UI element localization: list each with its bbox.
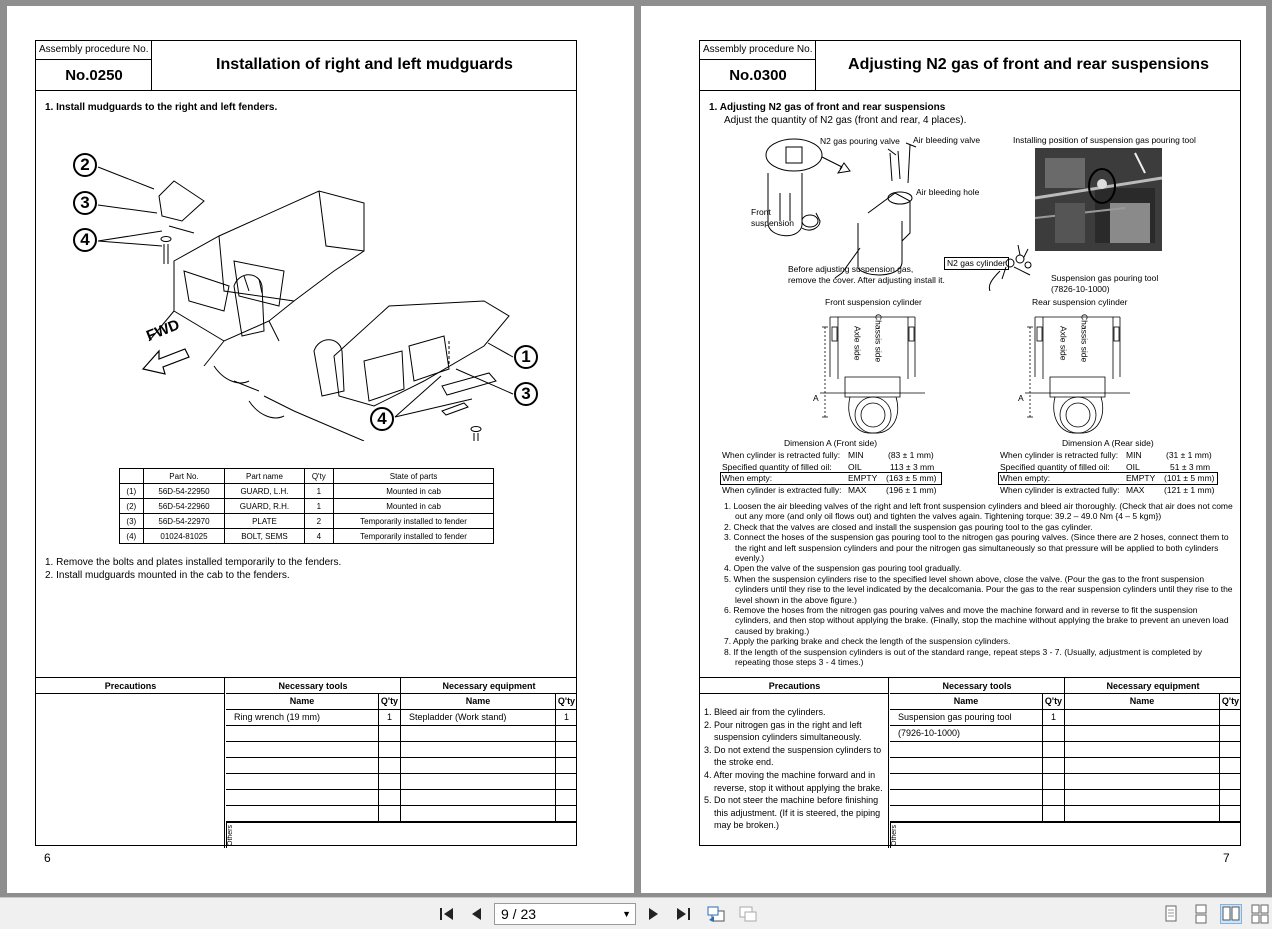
- others-row: [890, 822, 1240, 847]
- list-item: 2. Pour nitrogen gas in the right and left suspension cylinders simultaneously.: [704, 719, 862, 743]
- single-page-view-button[interactable]: [1160, 904, 1182, 924]
- list-item: 1. Bleed air from the cylinders.: [704, 707, 826, 717]
- note-2: 2. Install mudguards mounted in the cab to the fenders.: [45, 570, 290, 581]
- callout-4b: 4: [370, 407, 394, 431]
- chevron-down-icon[interactable]: ▼: [622, 909, 631, 919]
- continuous-view-button[interactable]: [1190, 904, 1212, 924]
- table-row: (4) 01024-81025 BOLT, SEMS 4 Temporarily installed to fender: [120, 529, 494, 544]
- equipment-heading: Necessary equipment: [401, 678, 577, 694]
- assembly-label: Assembly procedure No.: [700, 41, 816, 60]
- label-n2-cylinder: N2 gas cylinder: [944, 257, 1009, 270]
- list-item: 4. Open the valve of the suspension gas pouring tool gradually.: [724, 563, 962, 574]
- callout-1: 1: [514, 345, 538, 369]
- label-front-cylinder: Front suspension cylinder: [825, 297, 922, 307]
- two-page-view-button[interactable]: [1220, 904, 1242, 924]
- callout-leaders: [36, 41, 576, 441]
- table-row: [890, 726, 1240, 742]
- callout-4: 4: [73, 228, 97, 252]
- two-page-continuous-icon: [1250, 904, 1272, 924]
- first-page-icon: [437, 904, 457, 924]
- list-item: 5. Do not steer the machine before finishing this adjustment. (If it is steered, the piping may be broken.): [704, 795, 881, 831]
- label-front-suspension: Front suspension: [751, 207, 795, 228]
- tools-heading: Necessary tools: [226, 678, 401, 694]
- installation-photo: [1035, 148, 1162, 251]
- viewer-toolbar: [0, 897, 1272, 929]
- list-item: 6. Remove the hoses from the nitrogen gas pouring valves and move the machine forward and in reverse to fit the suspension cylinders, and then stop without applying the brake. (Finally, stop the machine without applying the brake to prevent an uneven load caused by braking.): [724, 605, 1229, 636]
- tool-qty: 1: [379, 710, 401, 726]
- fwd-arrow-icon: [141, 341, 191, 376]
- list-item: 8. If the length of the suspension cylinders is out of the standard range, repeat steps 3 - 7. (Usually, adjustment is completed by repeating those steps 3 - 4 times.): [724, 646, 1202, 668]
- last-page-icon: [673, 904, 695, 924]
- document-page-left: [7, 6, 634, 893]
- callout-3b: 3: [514, 382, 538, 406]
- precautions-heading: Precautions: [36, 678, 225, 694]
- requirements-section: Precautions Necessary tools Necessary equipment Name Q'ty Name Q'ty Ring wrench (19 mm) 1 Stepladder (Work stand) 1 Others: [36, 677, 576, 847]
- previous-page-button[interactable]: [466, 904, 488, 924]
- label-install-position: Installing position of suspension gas pouring tool: [1013, 135, 1196, 145]
- first-page-button[interactable]: [436, 904, 458, 924]
- page-number: 6: [44, 851, 51, 865]
- gas-tool-diagram: [980, 241, 1050, 291]
- procedure-number: No.0300: [729, 67, 787, 84]
- label-axle-side-rear: Axle side: [1058, 326, 1069, 361]
- others-label: Others: [226, 823, 244, 848]
- dim-front-title: Dimension A (Front side): [784, 438, 878, 448]
- label-rear-cylinder: Rear suspension cylinder: [1032, 297, 1128, 307]
- forward-view-icon: [737, 904, 759, 924]
- last-page-button[interactable]: [672, 904, 696, 924]
- tool-name: Suspension gas pouring tool: [890, 710, 1043, 726]
- list-item: 3. Do not extend the suspension cylinders to the stroke end.: [704, 744, 882, 768]
- previous-page-icon: [467, 904, 487, 924]
- others-label: Others: [890, 823, 908, 848]
- table-row: [226, 710, 576, 726]
- table-header-row: Part No. Part name Q'ty State of parts: [120, 469, 494, 484]
- tool-qty: 1: [1043, 710, 1065, 726]
- next-page-button[interactable]: [642, 904, 664, 924]
- callout-3: 3: [73, 191, 97, 215]
- photo-content: [1035, 148, 1162, 251]
- step-heading: 1. Adjusting N2 gas of front and rear suspensions: [709, 102, 946, 113]
- list-item: 3. Connect the hoses of the suspension gas pouring tool to the nitrogen gas pouring valves. (Since there are 2 hoses, connect them to the right and left suspension cylinders and pour the nitrogen gas simultaneously so that pressure will be applied to both cylinders evenly.): [724, 532, 1229, 564]
- precautions-list: [704, 706, 886, 832]
- list-item: 5. When the suspension cylinders rise to the specified level shown above, close the valve. (Pour the gas to the front suspension cylinders until they rise to the level indicated by the decalcomania. Pour the gas to the rear suspension cylinders until they rise to the level shown in the above figure.): [724, 573, 1233, 605]
- page-number-input[interactable]: [494, 903, 636, 925]
- label-a-front: A: [813, 393, 819, 403]
- tool-name: Ring wrench (19 mm): [226, 710, 379, 726]
- dim-rear-title: Dimension A (Rear side): [1062, 438, 1154, 448]
- table-row: (3) 56D-54-22970 PLATE 2 Temporarily installed to fender: [120, 514, 494, 529]
- label-pouring-tool: Suspension gas pouring tool (7826-10-1000): [1051, 273, 1159, 294]
- continuous-page-icon: [1190, 904, 1212, 924]
- tool-part-number: (7926-10-1000): [890, 726, 1043, 742]
- others-row: [226, 822, 576, 847]
- label-chassis-side-rear: Chassis side: [1079, 314, 1090, 363]
- parts-table: [119, 468, 494, 544]
- procedure-title: Adjusting N2 gas of front and rear suspensions: [848, 56, 1209, 73]
- list-item: 2. Check that the valves are closed and install the suspension gas pouring tool to the gas cylinder.: [724, 521, 1093, 532]
- two-page-continuous-button[interactable]: [1250, 904, 1272, 924]
- list-item: 4. After moving the machine forward and in reverse, stop it without applying the brake.: [704, 769, 883, 793]
- procedure-title: Installation of right and left mudguards: [216, 56, 513, 73]
- label-cover-note: Before adjusting suspension gas, remove the cover. After adjusting install it.: [788, 264, 945, 285]
- equipment-qty: 1: [563, 712, 569, 722]
- note-1: 1. Remove the bolts and plates installed temporarily to the fenders.: [45, 557, 342, 568]
- label-air-valve: Air bleeding valve: [913, 135, 981, 145]
- label-pouring-valve: N2 gas pouring valve: [820, 136, 900, 146]
- label-a-rear: A: [1018, 393, 1024, 403]
- label-chassis-side-front: Chassis side: [873, 314, 884, 363]
- requirements-section: Precautions 1. Bleed air from the cylinders. 2. Pour nitrogen gas in the right and left suspension cylinders simultaneously. 3. Do not extend the suspension cylinders to the stroke end. 4. After moving the machine forward and in reverse, stop it without applying the brake. 5. Do not steer the machine before finishing this adjustment. (If it is steered, the piping may be broken.) Necessary tools Necessary equipment Name Q'ty Name Q'ty Suspension gas pouring tool 1 (7926-10-1000) Others: [700, 677, 1240, 847]
- forward-view-button[interactable]: [736, 904, 760, 924]
- fwd-label: FWD: [144, 316, 183, 345]
- procedure-header: [700, 41, 1240, 91]
- table-row: (2) 56D-54-22960 GUARD, R.H. 1 Mounted in cab: [120, 499, 494, 514]
- page-number: 7: [1223, 851, 1230, 865]
- assembly-label: Assembly procedure No.: [36, 41, 152, 60]
- step-subtext: Adjust the quantity of N2 gas (front and rear, 4 places).: [724, 115, 967, 126]
- two-page-icon: [1221, 905, 1241, 923]
- step-heading: 1. Install mudguards to the right and left fenders.: [45, 102, 278, 113]
- next-page-icon: [643, 904, 663, 924]
- equipment-name: Stepladder (Work stand): [401, 710, 556, 726]
- tools-heading: Necessary tools: [890, 678, 1065, 694]
- back-view-icon: [705, 904, 727, 924]
- list-item: 7. Apply the parking brake and check the length of the suspension cylinders.: [724, 636, 1011, 647]
- procedure-frame: [35, 40, 577, 846]
- procedure-steps: [724, 501, 1234, 668]
- label-axle-side-front: Axle side: [852, 326, 863, 361]
- precautions-heading: Precautions: [700, 678, 889, 694]
- page-indicator: 9 / 23: [501, 906, 537, 922]
- procedure-number: No.0250: [65, 67, 123, 84]
- table-row: [890, 710, 1240, 726]
- back-view-button[interactable]: [704, 904, 728, 924]
- table-row: (1) 56D-54-22950 GUARD, L.H. 1 Mounted in cab: [120, 484, 494, 499]
- single-page-icon: [1160, 904, 1182, 924]
- equipment-heading: Necessary equipment: [1065, 678, 1241, 694]
- label-air-hole: Air bleeding hole: [916, 187, 980, 197]
- procedure-frame: Assembly procedure No. No.0300 Adjusting N2 gas of front and rear suspensions 1. Adjusting N2 gas of front and rear suspensions Adjust the quantity of N2 gas (front and rear, 4 places). N2 gas pouring valve Air bleeding valve Installing position of suspension gas pouring tool Air bleeding hole Front suspension Before adjusting suspension gas, remove the cover. After adjusting install it. N2 gas cylinder Suspension gas pouring tool (7826-10-1000) Front suspension cylinder Rear suspension cylinder Axle side Chassis side Axle side Chassis side A A Dimension A (Front side) When cylinder is retracted fully: MIN (83 ± 1 mm) Specified quantity of filled oil: OIL 113 ± 3 mm When empty: EMPTY (163 ± 5 mm) When cylinder is extracted fully: MAX (196 ± 1 mm) Dimension A (Rear side) When cylinder is retracted fully: MIN (31 ± 1 mm) Specified quantity of filled oil: OIL 51 ± 3 mm When empty: EMPTY (101 ± 5 mm) When cylinder is extracted fully: MAX (121 ± 1 mm) 1. Loosen the air bleeding valves of the right and left front suspension cylinders and bleed air thoroughly. (Check that air does not come out any more (and only oil flows out) and tighten the valves again. Tightening torque: 39.2 – 49.0 Nm {4 – 5 kgm}) 2. Check that the valves are closed and install the suspension gas pouring tool to the gas cylinder. 3. Connect the hoses of the suspension gas pouring tool to the nitrogen gas pouring valves. (Since there are 2 hoses, connect them to the right and left suspension cylinders and pour the nitrogen gas simultaneously so that pressure will be applied to both cylinders evenly.) 4. Open the valve of the suspension gas pouring tool gradually. 5. When the suspension cylinders rise to the specified level shown above, close the valve. (Pour the gas to the front suspension cylinders until they rise to the level indicated by the decalcomania. Pour the gas to the rear suspension cylinders until they rise to the level shown in the above figure.) 6. Remove the hoses from the nitrogen gas pouring valves and move the machine forward and in reverse to fit the suspension cylinders, and then stop without applying the brake. (Finally, stop the machine without applying the brake to prevent an uneven load caused by braking.) 7. Apply the parking brake and check the length of the suspension cylinders. 8. If the length of the suspension cylinders is out of the standard range, repeat steps 3 - 7. (Usually, adjustment is completed by repeating those steps 3 - 4 times.) Precautions 1. Bleed air from the cylinders. 2. Pour nitrogen gas in the right and left suspension cylinders simultaneously. 3. Do not extend the suspension cylinders to the stroke end. 4. After moving the machine forward and in reverse, stop it without applying the brake. 5. Do not steer the machine before finishing this adjustment. (If it is steered, the piping may be broken.) Necessary tools Necessary equipment Name Q'ty Name Q'ty Suspension gas pouring tool 1 (7926-10-1000) Others: [699, 40, 1241, 846]
- document-page-right: [641, 6, 1266, 893]
- callout-2: 2: [73, 153, 97, 177]
- list-item: 1. Loosen the air bleeding valves of the right and left front suspension cylinders and bleed air thoroughly. (Check that air does not come out any more (and only oil flows out) and tighten the valves again. Tightening torque: 39.2 – 49.0 Nm {4 – 5 kgm}): [724, 501, 1233, 522]
